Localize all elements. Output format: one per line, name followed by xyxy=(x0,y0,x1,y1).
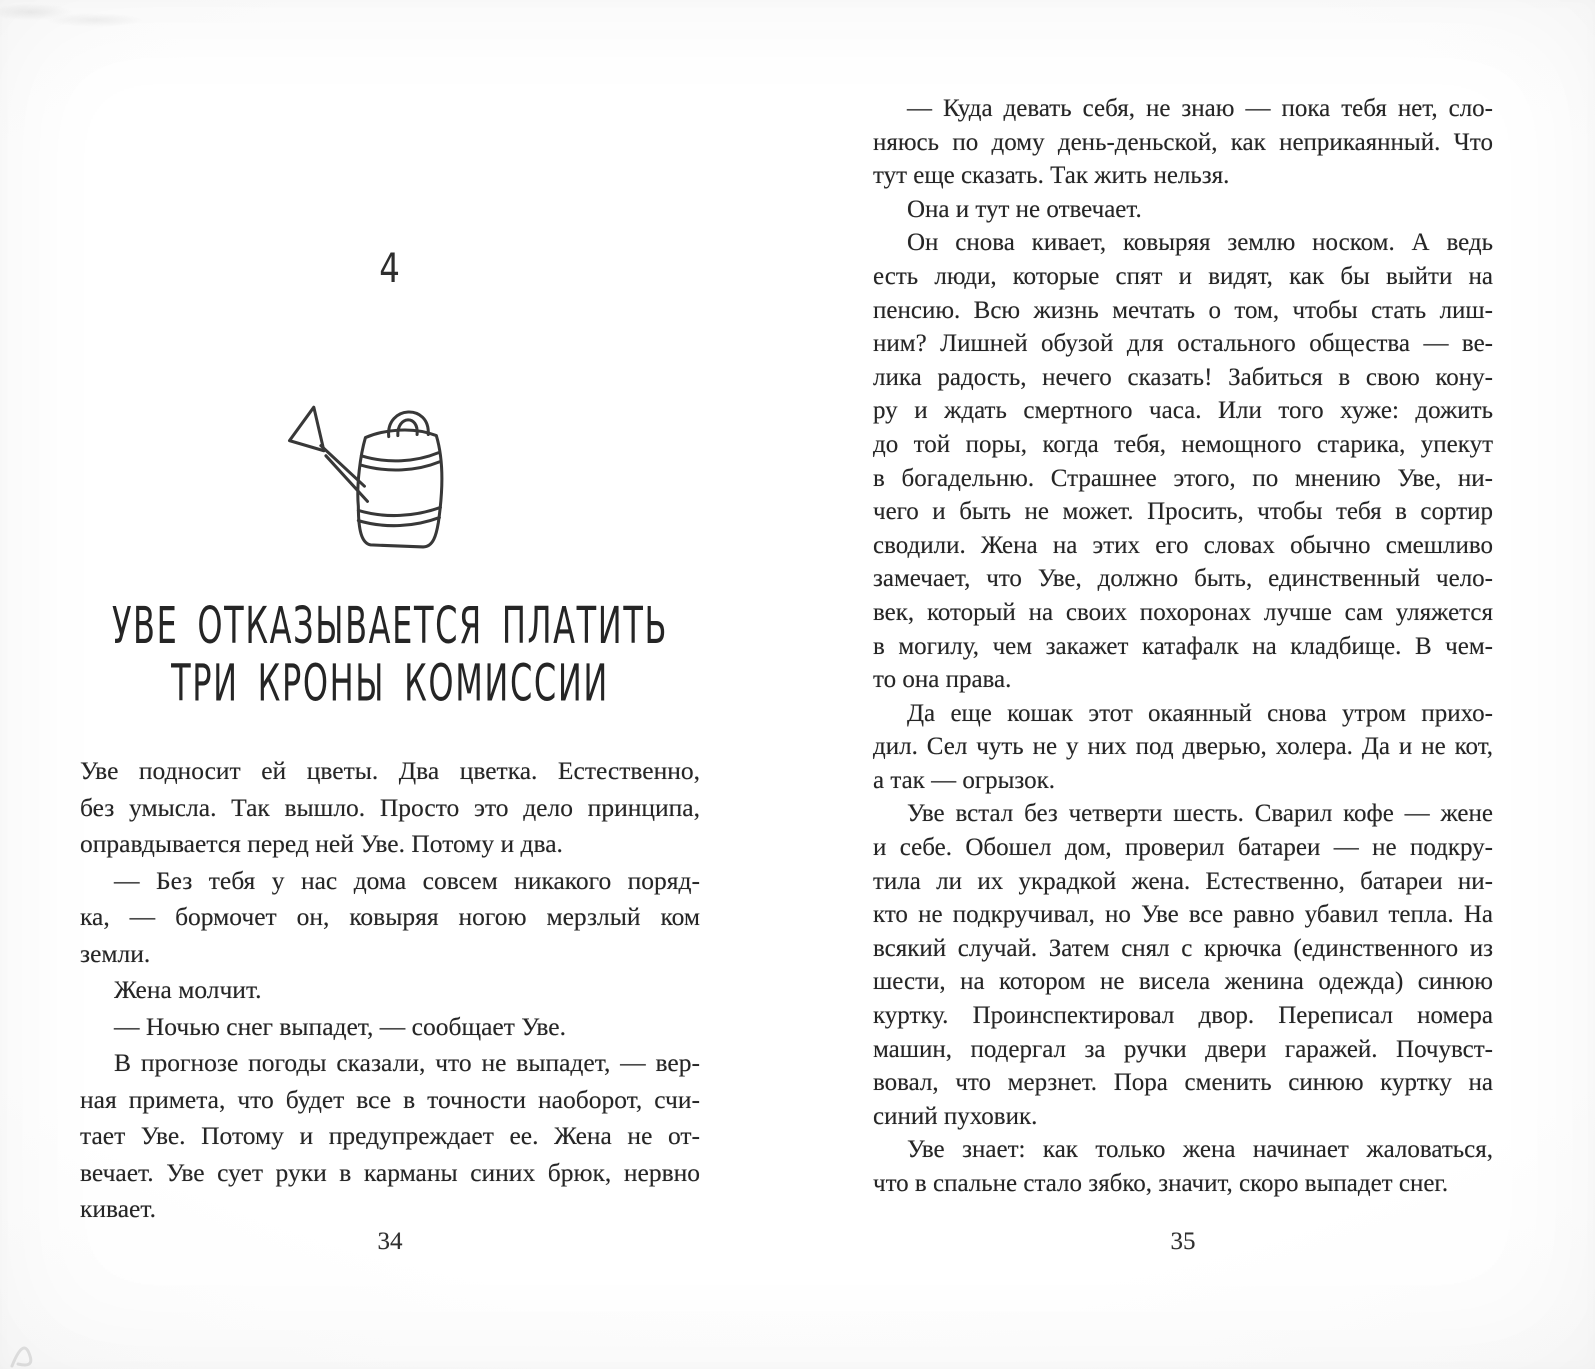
text-line: ним? Лишней обузой для остального общества — ве- xyxy=(873,330,1493,358)
text-line: и себе. Обошел дом, проверил батареи — не подкру- xyxy=(873,834,1493,862)
text-line: сводили. Жена на этих его словах обычно смешливо xyxy=(873,531,1493,559)
text-line: — Ночью снег выпадет, — сообщает Уве. xyxy=(114,1011,567,1041)
text-line: Она и тут не отвечает. xyxy=(907,195,1142,223)
watering-can-spout xyxy=(321,446,365,487)
watering-can-body xyxy=(358,430,442,547)
watering-can-band xyxy=(360,462,439,470)
text-line: куртку. Проинспектировал двор. Переписал номера xyxy=(873,1002,1493,1030)
watering-can-band xyxy=(358,507,440,515)
text-line: ка, — бормочет он, ковыряя ногою мерзлый ком xyxy=(80,902,700,931)
text-line: есть люди, которые спят и видят, как бы выйти на xyxy=(873,262,1493,290)
page-left xyxy=(80,0,700,1369)
chapter-number: 4 xyxy=(379,246,401,292)
text-line: В прогнозе погоды сказали, что не выпадет, — вер- xyxy=(114,1048,700,1077)
text-line: то она права. xyxy=(873,666,1012,694)
text-line: чего и быть не может. Просить, чтобы тебя в сортир xyxy=(873,498,1493,526)
right-page-text xyxy=(873,92,1493,1201)
text-line: без умысла. Так вышло. Просто это дело принципа, xyxy=(80,792,700,822)
chapter-title-line1: УВЕ ОТКАЗЫВАЕТСЯ ПЛАТИТЬ xyxy=(111,596,669,656)
text-line: тут еще сказать. Так жить нельзя. xyxy=(873,162,1230,190)
text-line: в богадельню. Страшнее этого, по мнению Уве, ни- xyxy=(873,464,1493,492)
text-line: ная примета, что будет все в точности наоборот, счи- xyxy=(80,1084,700,1114)
text-line: Да еще кошак этот окаянный снова утром прихо- xyxy=(907,699,1493,727)
text-line: шести, на котором не висела женина одежда) синюю xyxy=(873,968,1493,996)
page-right xyxy=(873,0,1493,1369)
text-line: вечает. Уве сует руки в карманы синих брюк, нервно xyxy=(80,1157,700,1187)
text-line: Жена молчит. xyxy=(114,975,262,1004)
chapter-title xyxy=(110,598,670,713)
text-line: оправдывается перед ней Уве. Потому и два. xyxy=(80,829,563,858)
text-line: Уве подносит ей цветы. Два цветка. Естественно, xyxy=(80,756,700,785)
left-page-text xyxy=(80,753,700,1228)
text-line: Уве знает: как только жена начинает жаловаться, xyxy=(907,1136,1493,1164)
text-line: до той поры, когда тебя, немощного старика, упекут xyxy=(873,430,1493,458)
text-line: синий пуховик. xyxy=(873,1102,1038,1130)
text-line: замечает, что Уве, должно быть, единственный чело- xyxy=(873,565,1493,593)
watering-can-illustration xyxy=(283,392,458,552)
text-line: земли. xyxy=(80,938,151,968)
text-line: в могилу, чем закажет катафалк на кладбище. В чем- xyxy=(873,632,1493,660)
scan-artifact-bottom-left xyxy=(4,1322,64,1369)
watering-can-funnel xyxy=(289,407,323,451)
text-line: век, который на своих похоронах лучше сам уляжется xyxy=(873,598,1493,626)
text-line: лика радость, нечего сказать! Забиться в свою кону- xyxy=(873,363,1493,391)
text-line: всякий случай. Затем снял с крючка (единственного из xyxy=(873,934,1493,962)
text-line: пенсию. Всю жизнь мечтать о том, чтобы стать лиш- xyxy=(873,296,1493,324)
text-line: что в спальне стало зябко, значит, скоро выпадет снег. xyxy=(873,1170,1449,1197)
watering-can-band xyxy=(358,518,439,526)
text-line: — Без тебя у нас дома совсем никакого поряд- xyxy=(114,865,700,895)
watering-can-handle-inner xyxy=(398,420,417,436)
chapter-title-line2: ТРИ КРОНЫ КОМИССИИ xyxy=(171,654,609,714)
text-line: кивает. xyxy=(80,1194,156,1223)
text-line: тила ли их украдкой жена. Естественно, батареи ни- xyxy=(873,867,1493,895)
text-line: ру и ждать смертного часа. Или того хуже: дожить xyxy=(873,397,1493,425)
text-line: машин, подергал за ручки двери гаражей. Почувст- xyxy=(873,1035,1493,1063)
text-line: вовал, что мерзнет. Пора сменить синюю куртку на xyxy=(873,1069,1493,1097)
text-line: Он снова кивает, ковыряя землю носком. А ведь xyxy=(907,229,1493,257)
text-line: няюсь по дому день-деньской, как неприкаянный. Что xyxy=(873,128,1493,156)
page-number-right: 35 xyxy=(1170,1228,1196,1255)
watering-can-band xyxy=(361,453,438,461)
page-number-left: 34 xyxy=(377,1228,403,1255)
text-line: тает Уве. Потому и предупреждает ее. Жена не от- xyxy=(80,1121,700,1150)
text-line: дил. Сел чуть не у них под дверью, холера. Да и не кот, xyxy=(873,733,1493,761)
text-line: — Куда девать себя, не знаю — пока тебя нет, сло- xyxy=(907,95,1493,122)
text-line: а так — огрызок. xyxy=(873,766,1055,794)
text-line: Уве встал без четверти шесть. Сварил кофе — жене xyxy=(907,800,1493,828)
text-line: кто не подкручивал, но Уве все равно убавил тепла. На xyxy=(873,901,1493,929)
